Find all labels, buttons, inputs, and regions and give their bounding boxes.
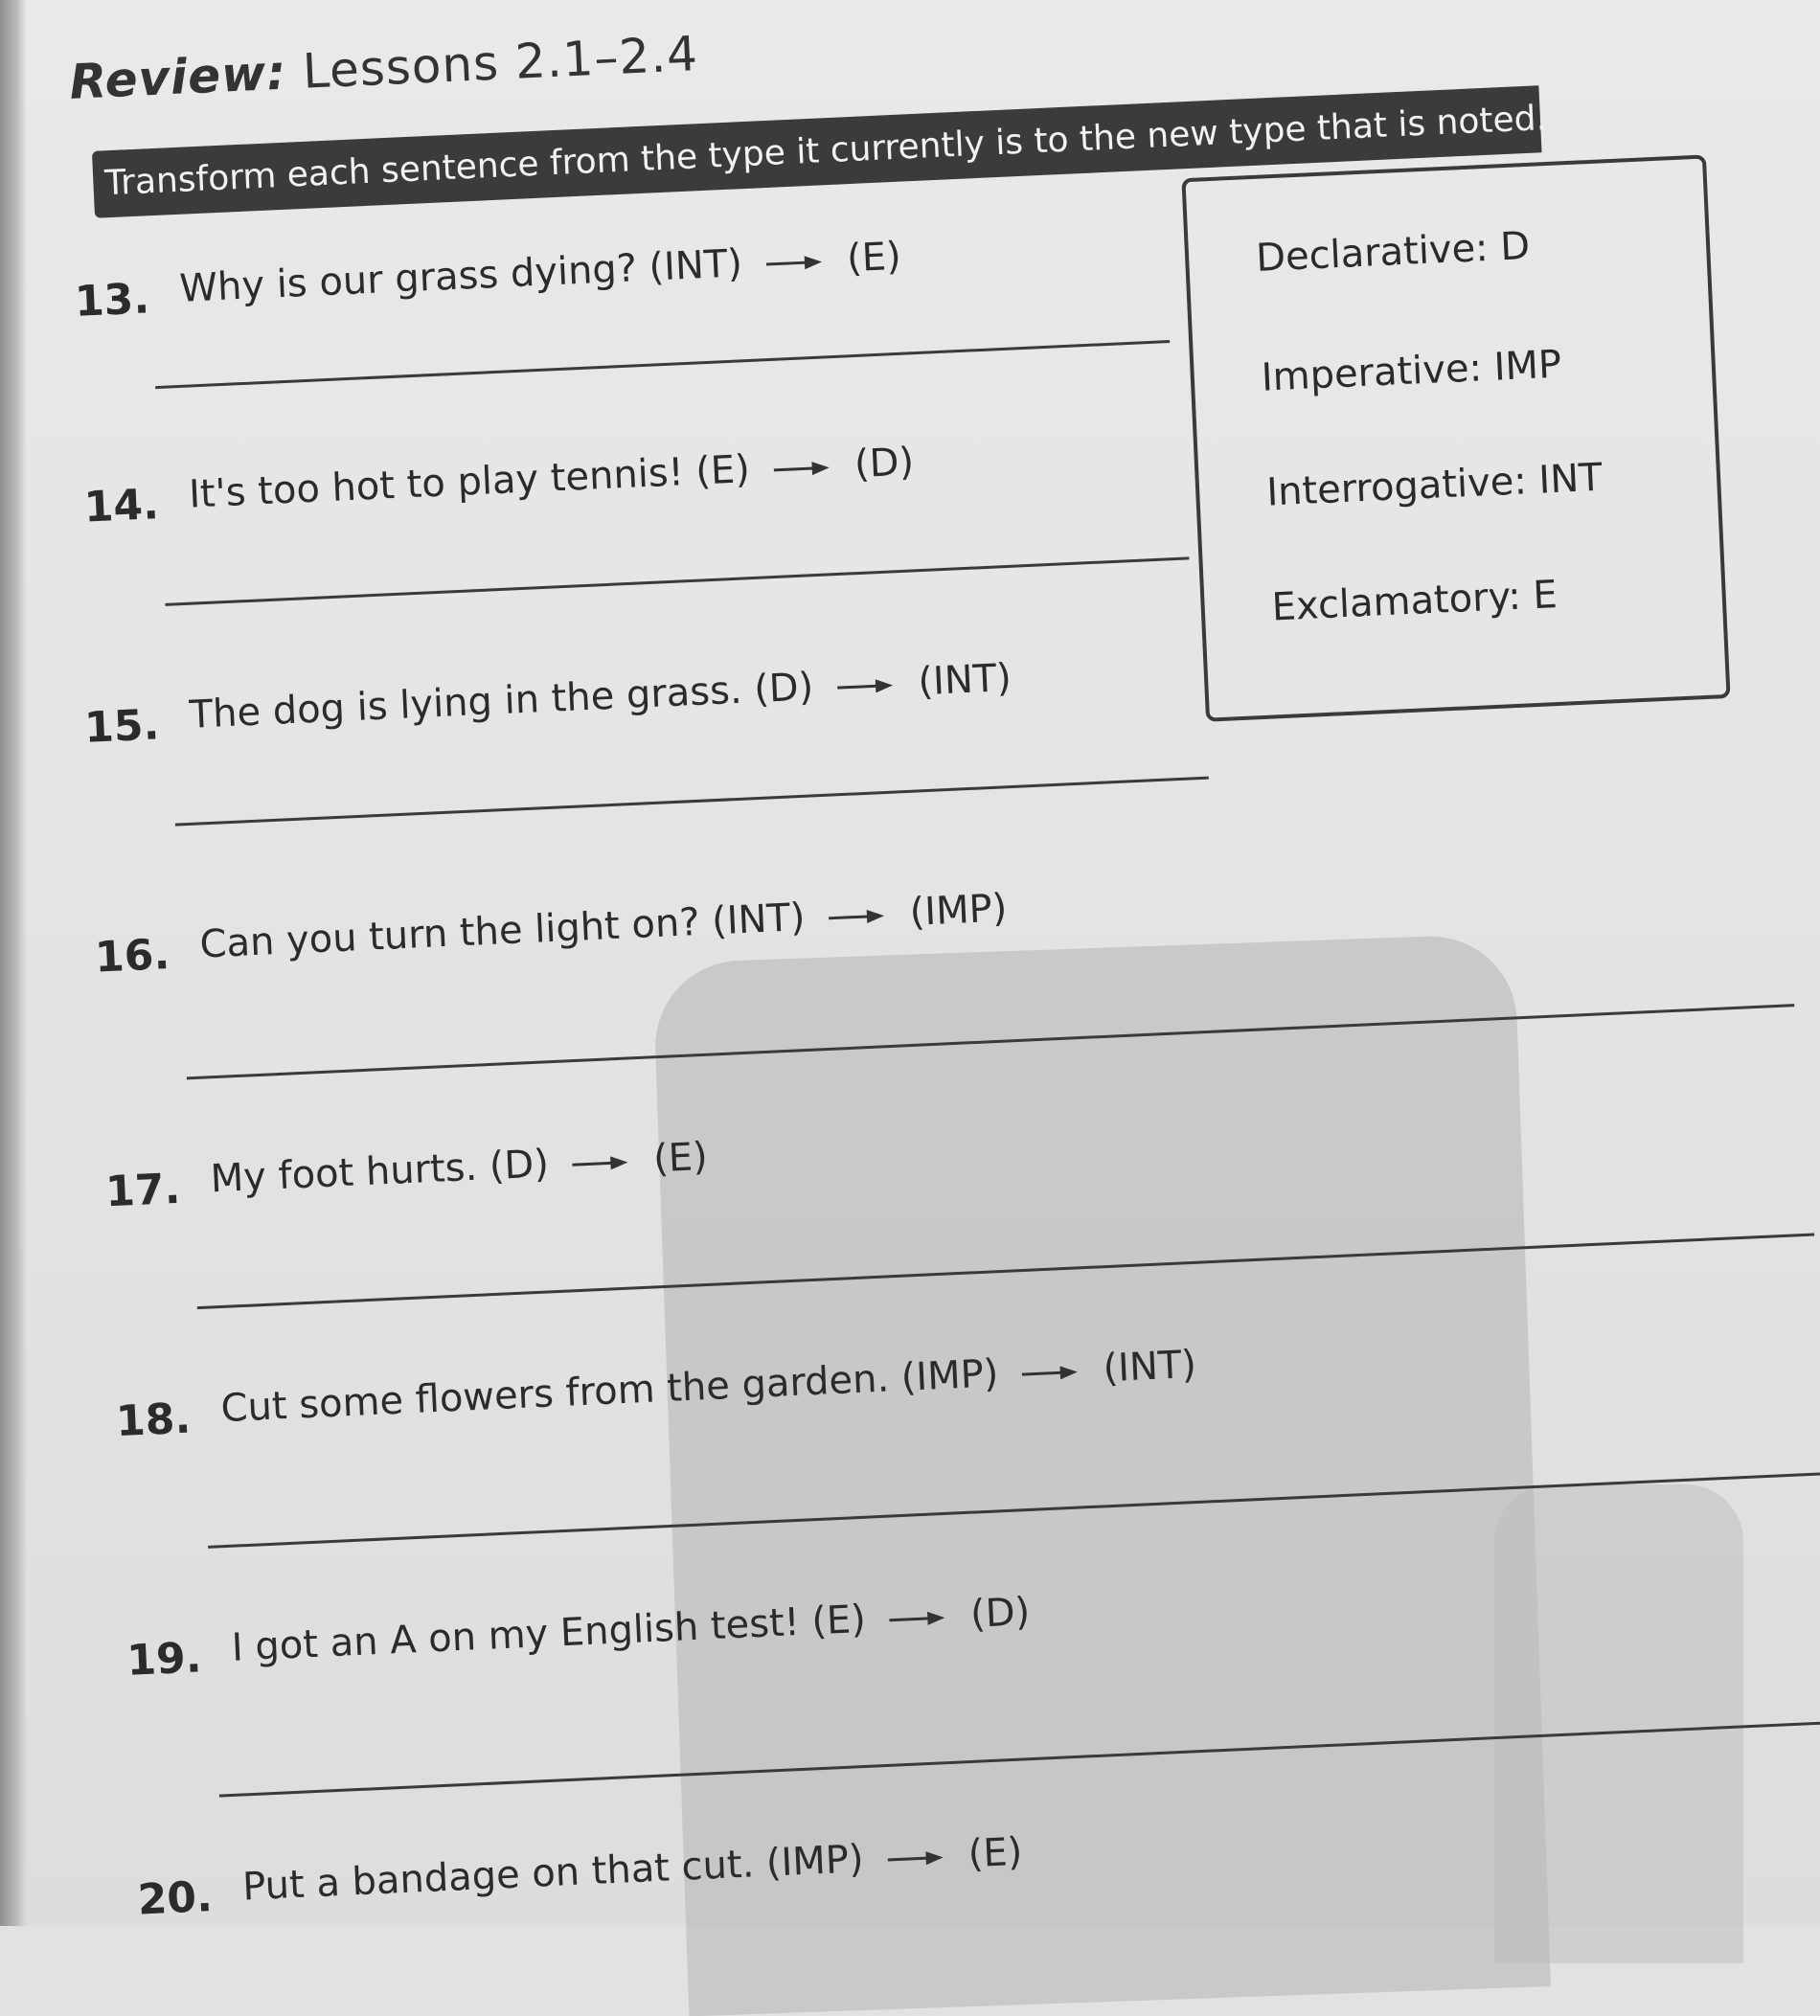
question-number: 15. xyxy=(83,700,161,753)
question-target: (E) xyxy=(846,234,902,282)
question-target: (IMP) xyxy=(908,886,1009,935)
question-sentence: I got an A on my English test! (E) xyxy=(230,1597,867,1670)
answer-line-19[interactable] xyxy=(219,1721,1820,1798)
question-sentence: Why is our grass dying? (INT) xyxy=(178,241,743,311)
question-number: 18. xyxy=(114,1393,193,1447)
key-interrogative: Interrogative: INT xyxy=(1265,455,1604,515)
key-imperative: Imperative: IMP xyxy=(1260,342,1563,400)
question-prompt xyxy=(231,1590,1031,1670)
review-label: Review: xyxy=(68,44,288,110)
key-exclamatory: Exclamatory: E xyxy=(1270,572,1558,630)
question-sentence: Cut some flowers from the garden. (IMP) xyxy=(219,1351,1000,1432)
question-prompt xyxy=(188,440,915,516)
question-prompt xyxy=(179,235,902,311)
question-number: 13. xyxy=(73,274,151,327)
arrow-right-icon xyxy=(829,906,887,928)
question-target: (E) xyxy=(652,1134,709,1182)
question-prompt xyxy=(189,656,1012,737)
key-declarative: Declarative: D xyxy=(1255,223,1532,281)
question-prompt xyxy=(241,1830,1023,1910)
question-target: (D) xyxy=(969,1590,1032,1637)
arrow-right-icon xyxy=(1022,1362,1081,1384)
arrow-right-icon xyxy=(837,675,896,697)
instructions-banner: Transform each sentence from the type it currently is to the new type that is noted. xyxy=(92,85,1542,218)
question-sentence: The dog is lying in the grass. (D) xyxy=(188,665,815,737)
question-sentence: Put a bandage on that cut. (IMP) xyxy=(241,1837,865,1910)
answer-line-18[interactable] xyxy=(208,1472,1820,1549)
question-prompt xyxy=(220,1343,1197,1431)
sentence-type-key xyxy=(1181,154,1730,721)
answer-line-16[interactable] xyxy=(187,1004,1794,1079)
question-number: 17. xyxy=(104,1164,182,1217)
question-number: 16. xyxy=(93,930,171,983)
question-target: (INT) xyxy=(1102,1342,1197,1392)
question-number: 20. xyxy=(136,1872,214,1925)
answer-line-14[interactable] xyxy=(165,556,1189,606)
arrow-right-icon xyxy=(572,1152,630,1174)
question-number: 14. xyxy=(82,480,160,532)
question-sentence: My foot hurts. (D) xyxy=(209,1142,550,1202)
answer-line-13[interactable] xyxy=(155,340,1170,389)
lessons-label: Lessons 2.1–2.4 xyxy=(301,26,700,100)
question-prompt xyxy=(210,1135,709,1202)
answer-line-17[interactable] xyxy=(197,1233,1814,1309)
arrow-right-icon xyxy=(887,1847,945,1869)
question-prompt xyxy=(199,886,1009,966)
question-sentence: Can you turn the light on? (INT) xyxy=(198,895,807,967)
arrow-right-icon xyxy=(773,458,831,480)
question-target: (E) xyxy=(967,1829,1024,1877)
question-sentence: It's too hot to play tennis! (E) xyxy=(188,447,751,517)
question-target: (INT) xyxy=(917,655,1012,705)
arrow-right-icon xyxy=(765,252,824,274)
arrow-right-icon xyxy=(889,1608,947,1630)
question-target: (D) xyxy=(853,440,916,487)
answer-line-15[interactable] xyxy=(175,777,1209,827)
page-title xyxy=(68,26,699,110)
question-number: 19. xyxy=(125,1633,203,1686)
